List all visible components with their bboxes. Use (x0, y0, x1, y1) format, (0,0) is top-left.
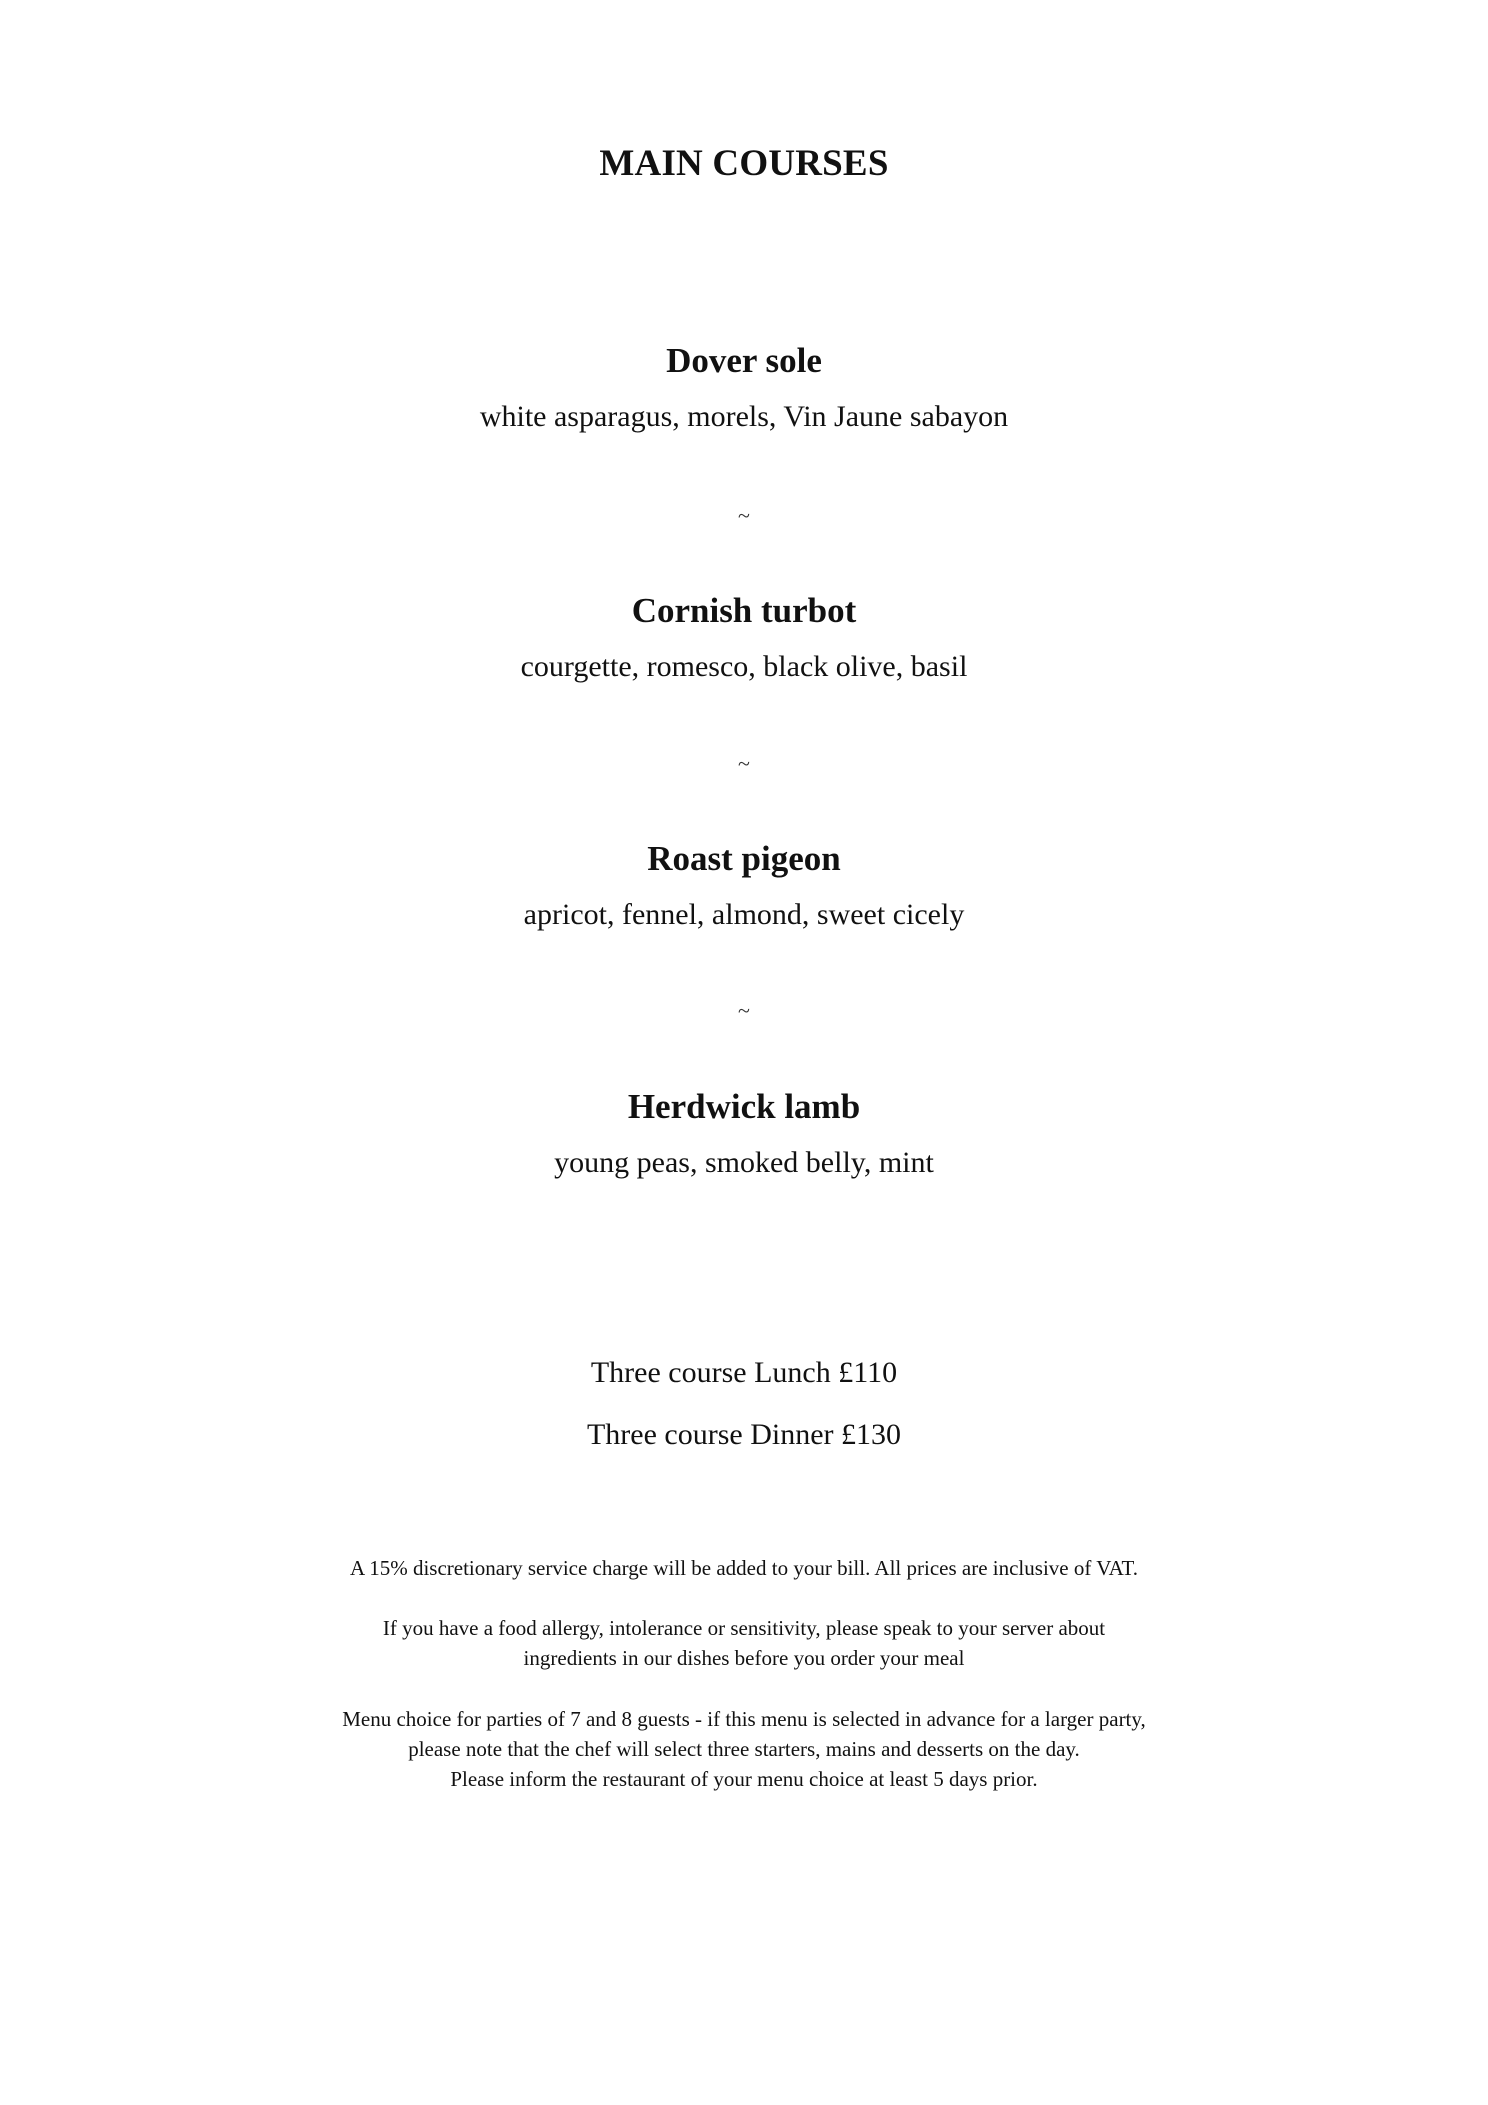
page-title: MAIN COURSES (599, 143, 889, 184)
dish-description-herdwick-lamb: young peas, smoked belly, mint (554, 1146, 934, 1179)
party-note-line-1: Menu choice for parties of 7 and 8 guests - if this menu is selected in advance for a larger party, (342, 1707, 1146, 1731)
service-charge-note: A 15% discretionary service charge will be added to your bill. All prices are inclusive of VAT. (349, 1556, 1139, 1580)
price-dinner: Three course Dinner £130 (586, 1418, 902, 1451)
dish-separator: ~ (738, 998, 750, 1023)
dish-description-dover-sole: white asparagus, morels, Vin Jaune sabayon (479, 400, 1009, 433)
dish-description-roast-pigeon: apricot, fennel, almond, sweet cicely (523, 898, 965, 931)
dish-name-roast-pigeon: Roast pigeon (647, 839, 841, 878)
allergy-note-line-1: If you have a food allergy, intolerance or sensitivity, please speak to your server about (382, 1616, 1106, 1640)
dish-name-dover-sole: Dover sole (666, 341, 822, 380)
dish-name-herdwick-lamb: Herdwick lamb (627, 1087, 861, 1126)
price-lunch: Three course Lunch £110 (590, 1356, 898, 1389)
dish-separator: ~ (738, 751, 750, 776)
party-note-line-3: Please inform the restaurant of your menu choice at least 5 days prior. (450, 1767, 1038, 1791)
allergy-note-line-2: ingredients in our dishes before you order your meal (523, 1646, 965, 1670)
dish-separator: ~ (738, 503, 750, 528)
party-note-line-2: please note that the chef will select three starters, mains and desserts on the day. (408, 1737, 1080, 1761)
dish-name-cornish-turbot: Cornish turbot (631, 591, 857, 630)
dish-description-cornish-turbot: courgette, romesco, black olive, basil (520, 650, 968, 683)
